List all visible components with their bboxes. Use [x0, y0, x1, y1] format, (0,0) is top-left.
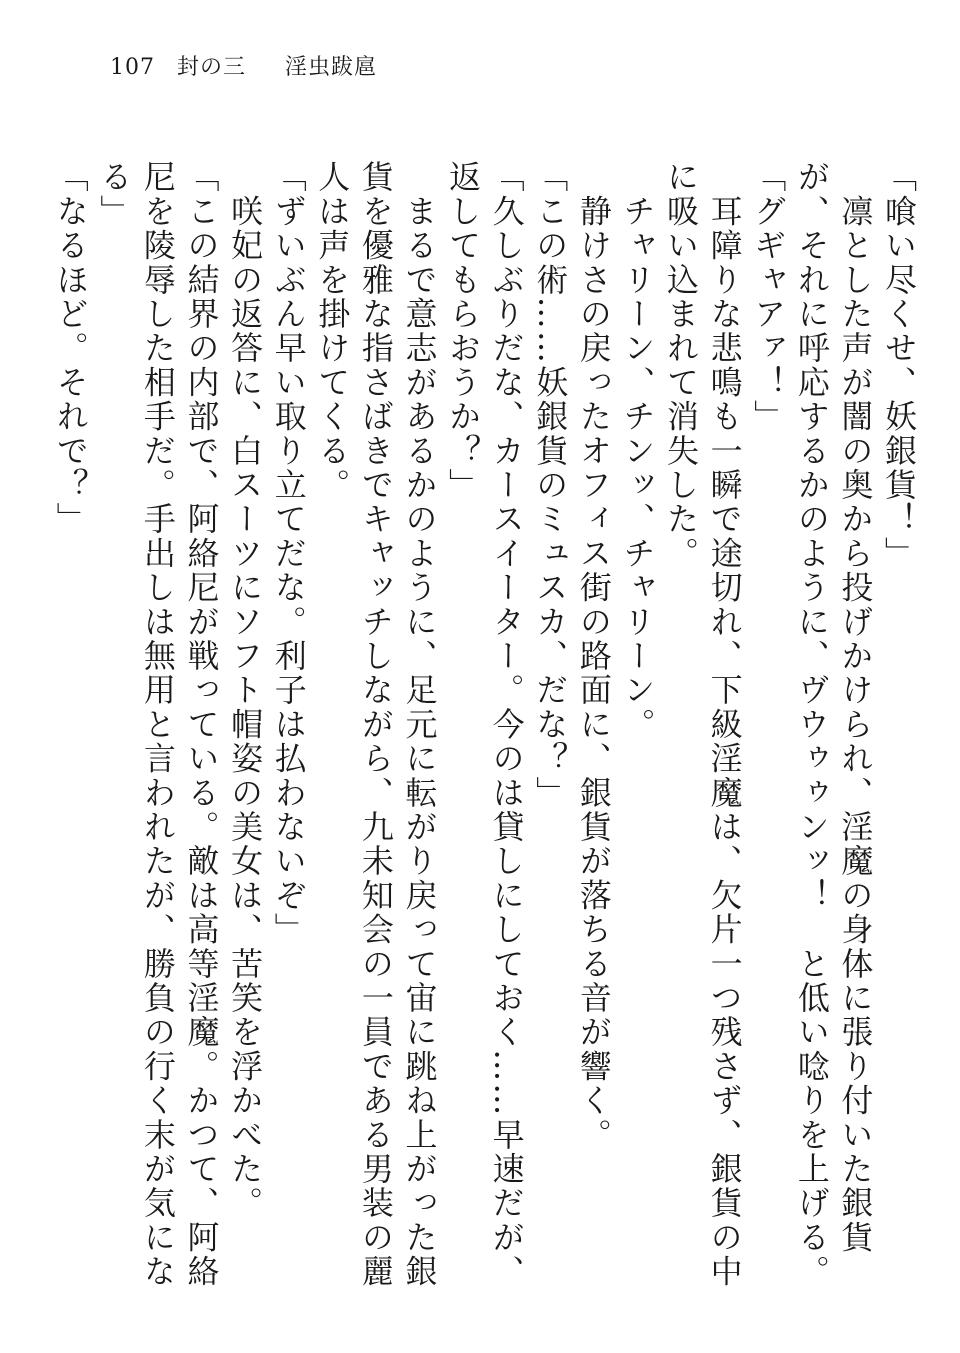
- paragraph: チャリーン、チンッ、チャリーン。: [618, 160, 657, 742]
- paragraph: 「喰い尽くせ、妖銀貨！」: [880, 160, 918, 571]
- page-number: 107: [110, 55, 155, 80]
- paragraph: まるで意志があるかのように、足元に転がり戻って宙に跳ね上がった銀貨を優雅な指さばきでキャッチしながら、九未知会の一員である男装の麗人は声を掛けてくる。: [313, 160, 439, 1289]
- chapter-title-sep: [254, 55, 277, 80]
- paragraph: 凛とした声が闇の奥から投げかけられ、淫魔の身体に張り付いた銀貨が、それに呼応するかのように、ヴウゥゥンッ！ と低い唸りを上げる。: [792, 160, 875, 1289]
- chapter-label: 封の三: [177, 55, 247, 80]
- chapter-title: 淫虫跋扈: [285, 55, 378, 80]
- paragraph: 耳障りな悲鳴も一瞬で途切れ、下級淫魔は、欠片一つ残さず、銀貨の中に吸い込まれて消失した。: [662, 160, 744, 1289]
- paragraph: 「グギャアァ！」: [749, 160, 788, 434]
- paragraph: 「この結界の内部で、阿絡尼が戦っている。敵は高等淫魔。かつて、阿絡尼を陵辱した相手だ。手出しは無用と言われたが、勝負の行く末が気になる」: [95, 160, 221, 1289]
- paragraph: 「久しぶりだな、カースイーター。今のは貸しにしておく……早速だが、返してもらおうか？」: [444, 160, 526, 1289]
- paragraph: 「ずいぶん早い取り立てだな。利子は払わないぞ」: [269, 160, 308, 947]
- paragraph: 静けさの戻ったオフィス街の路面に、銀貨が落ちる音が響く。: [574, 160, 613, 1152]
- paragraph: 咲妃の返答に、白スーツにソフト帽姿の美女は、苦笑を浮かべた。: [226, 160, 265, 1221]
- paragraph: 「この術……妖銀貨のミュスカ、だな？」: [531, 160, 570, 810]
- running-header: [110, 50, 377, 81]
- vertical-body-text: [51, 160, 920, 1290]
- paragraph: 「なるほど。それで？」: [51, 160, 90, 537]
